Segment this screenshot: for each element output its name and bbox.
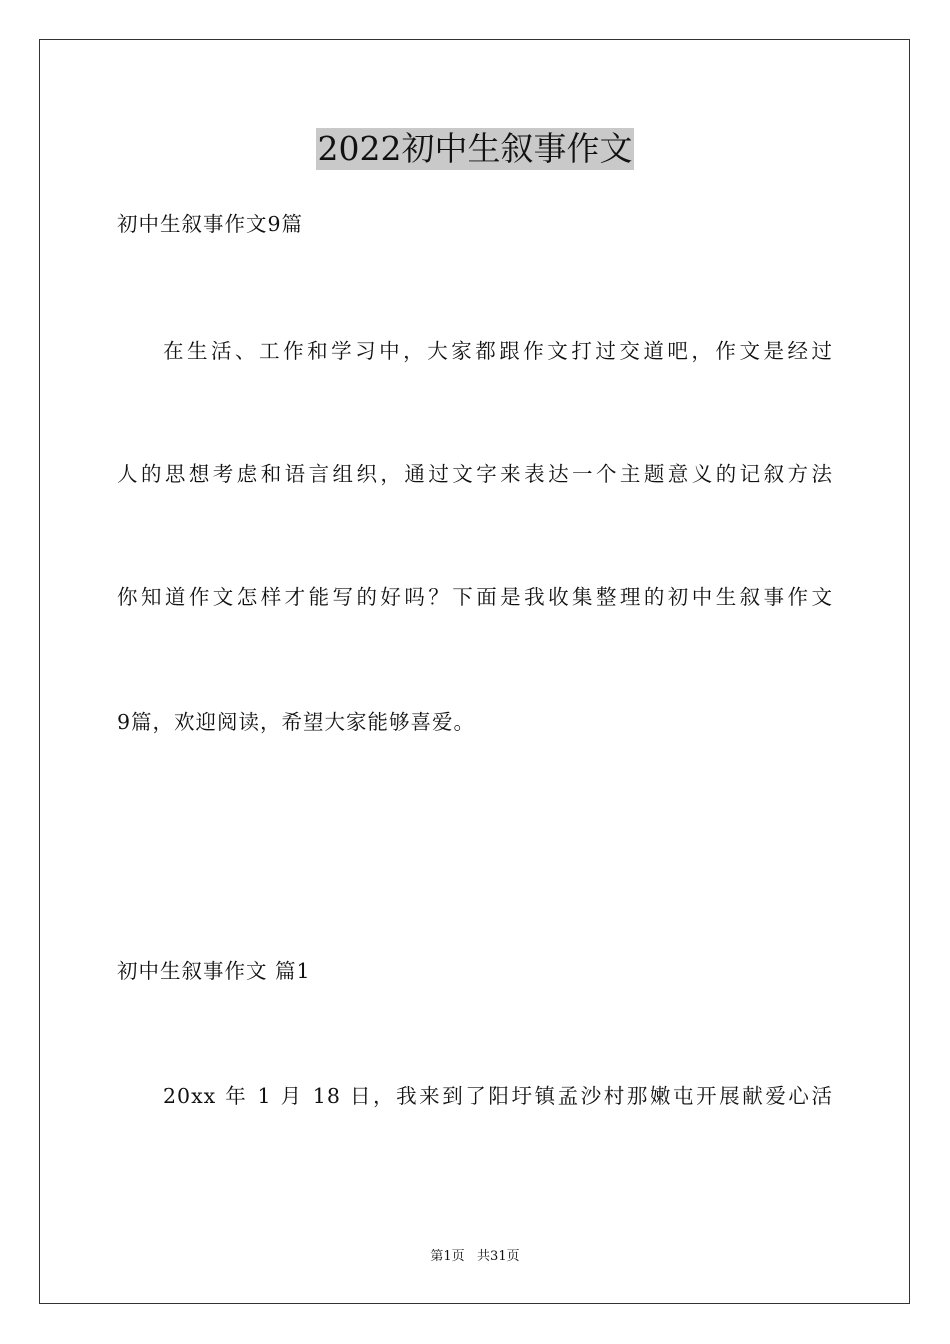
section-first-line: 20xx 年 1 月 18 日，我来到了阳圩镇孟沙村那嫩屯开展献爱心活 xyxy=(163,1084,833,1108)
title-container xyxy=(0,128,950,170)
paragraph-line-4: 9篇，欢迎阅读，希望大家能够喜爱。 xyxy=(117,710,476,734)
paragraph-line-2: 人的思想考虑和语言组织，通过文字来表达一个主题意义的记叙方法 xyxy=(117,462,833,486)
document-title: 2022初中生叙事作文 xyxy=(317,129,633,168)
section-heading: 初中生叙事作文 篇1 xyxy=(117,959,311,983)
document-subtitle: 初中生叙事作文9篇 xyxy=(117,212,304,236)
paragraph-line-3: 你知道作文怎样才能写的好吗？下面是我收集整理的初中生叙事作文 xyxy=(117,585,833,609)
page-number-footer: 第1页 共31页 xyxy=(430,1249,520,1264)
paragraph-line-1: 在生活、工作和学习中，大家都跟作文打过交道吧，作文是经过 xyxy=(163,339,833,363)
